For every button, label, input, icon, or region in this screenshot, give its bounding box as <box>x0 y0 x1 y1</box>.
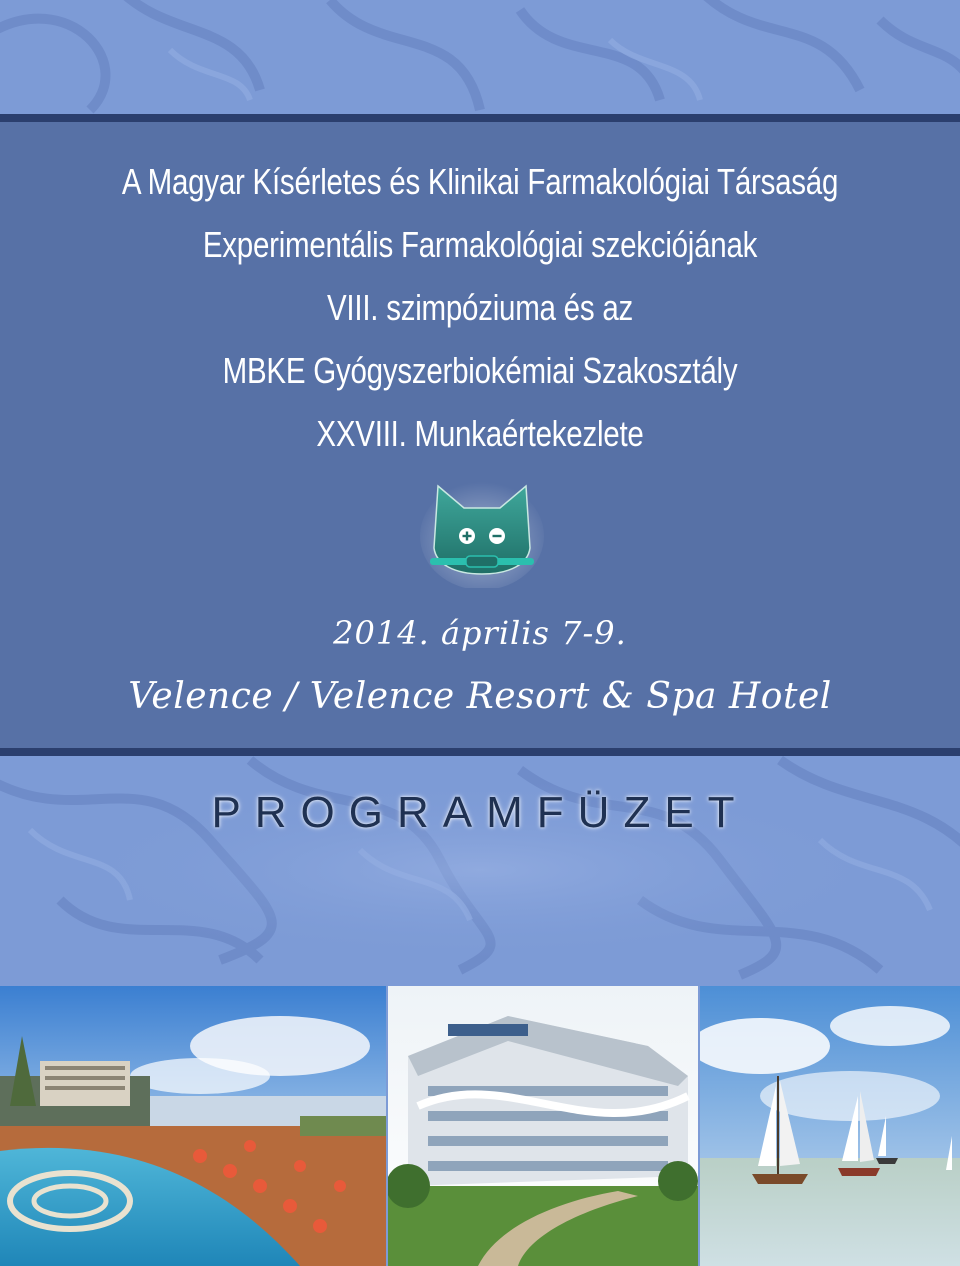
heading-line-3: VIII. szimpóziuma és az <box>326 287 634 328</box>
event-venue: Velence / Velence Resort & Spa Hotel <box>128 676 832 717</box>
heading-line-5: XXVIII. Munkaértekezlete <box>316 413 644 454</box>
event-date: 2014. április 7-9. <box>333 614 627 652</box>
heading-line-2: Experimentális Farmakológiai szekciójának <box>202 224 758 265</box>
cat-mascot-icon <box>420 478 544 588</box>
hotel-building-photo <box>388 986 698 1266</box>
heading-line-4: MBKE Gyógyszerbiokémiai Szakosztály <box>222 350 738 391</box>
spa-pool-photo <box>0 986 386 1266</box>
sailboats-lake-photo <box>700 986 960 1266</box>
event-heading <box>86 150 873 465</box>
booklet-title: PROGRAMFÜZET <box>211 788 749 837</box>
bottom-divider-band <box>0 748 960 756</box>
photo-strip <box>0 986 960 1266</box>
heading-line-1: A Magyar Kísérletes és Klinikai Farmakológiai Társaság <box>121 161 839 202</box>
top-divider-band <box>0 114 960 122</box>
